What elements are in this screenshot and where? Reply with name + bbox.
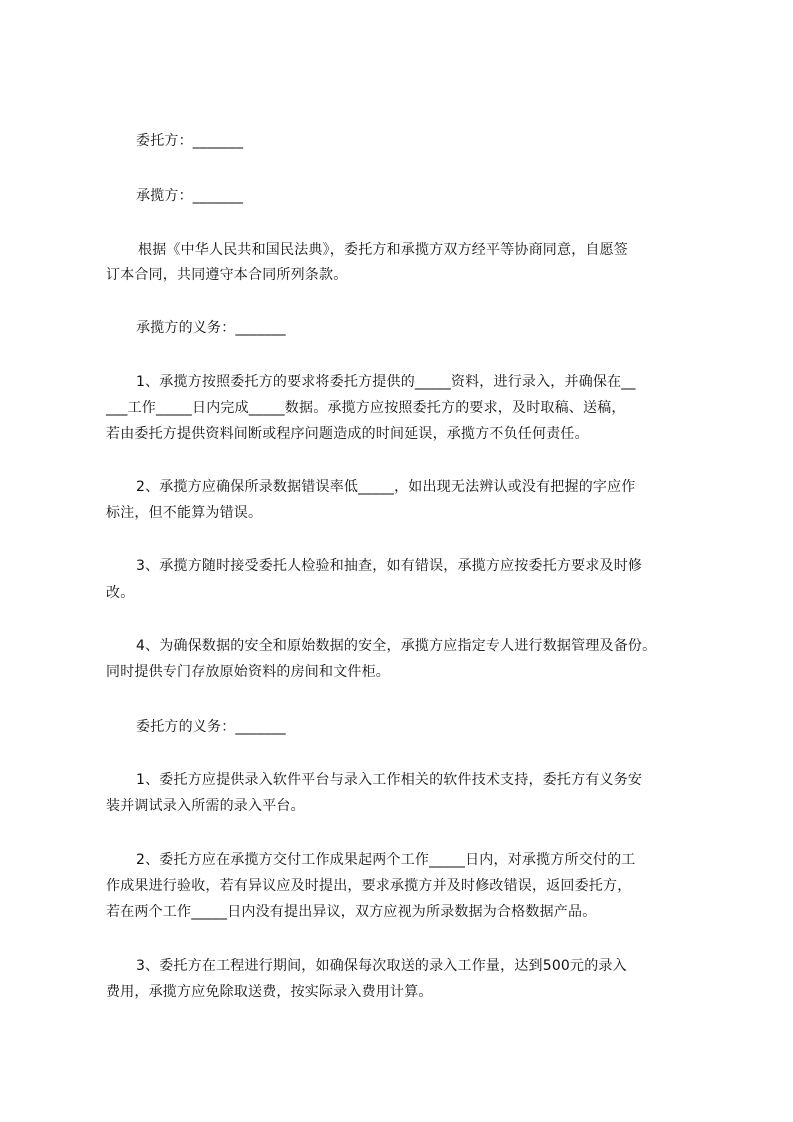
contractor-duty-3-line-2: 改。 xyxy=(106,585,135,601)
client-duty-3-line-1: 3、委托方在工程进行期间，如确保每次取送的录入工作量，达到500元的录入 xyxy=(136,958,627,974)
contractor-duties-heading: 承揽方的义务：_______ xyxy=(136,320,286,336)
contractor-duty-4-line-1: 4、为确保数据的安全和原始数据的安全，承揽方应指定专人进行数据管理及备份。 xyxy=(136,638,657,654)
contractor-duty-4-line-2: 同时提供专门存放原始资料的房间和文件柜。 xyxy=(106,664,390,680)
contractor-duty-2-line-2: 标注，但不能算为错误。 xyxy=(106,505,263,521)
client-duty-3-line-2: 费用，承揽方应免除取送费，按实际录入费用计算。 xyxy=(106,984,433,1000)
client-duties-heading: 委托方的义务：_______ xyxy=(136,719,286,735)
contractor-party-label: 承揽方：_______ xyxy=(136,188,244,204)
preamble-line-1: 根据《中华人民共和国民法典》，委托方和承揽方双方经平等协商同意，自愿签 xyxy=(138,242,628,258)
contractor-duty-1-line-1: 1、承揽方按照委托方的要求将委托方提供的_____资料，进行录入，并确保在__ xyxy=(136,374,636,390)
client-party-label: 委托方：_______ xyxy=(136,133,244,149)
contractor-duty-2-line-1: 2、承揽方应确保所录数据错误率低_____，如出现无法辨认或没有把握的字应作 xyxy=(136,479,636,495)
contractor-duty-1-line-3: 若由委托方提供资料间断或程序问题造成的时间延误，承揽方不负任何责任。 xyxy=(106,426,589,442)
contractor-duty-1-line-2: ___工作_____日内完成_____数据。承揽方应按照委托方的要求，及时取稿、送稿， xyxy=(106,400,626,416)
contractor-duty-3-line-1: 3、承揽方随时接受委托人检验和抽查，如有错误，承揽方应按委托方要求及时修 xyxy=(136,558,643,574)
client-duty-2-line-1: 2、委托方应在承揽方交付工作成果起两个工作_____日内，对承揽方所交付的工 xyxy=(136,852,636,868)
client-duty-1-line-2: 装并调试录入所需的录入平台。 xyxy=(106,798,305,814)
client-duty-2-line-2: 作成果进行验收，若有异议应及时提出，要求承揽方并及时修改错误，返回委托方， xyxy=(106,878,632,894)
client-duty-2-line-3: 若在两个工作_____日内没有提出异议，双方应视为所录数据为合格数据产品。 xyxy=(106,904,597,920)
client-duty-1-line-1: 1、委托方应提供录入软件平台与录入工作相关的软件技术支持，委托方有义务安 xyxy=(136,772,643,788)
preamble-line-2: 订本合同，共同遵守本合同所列条款。 xyxy=(106,267,348,283)
